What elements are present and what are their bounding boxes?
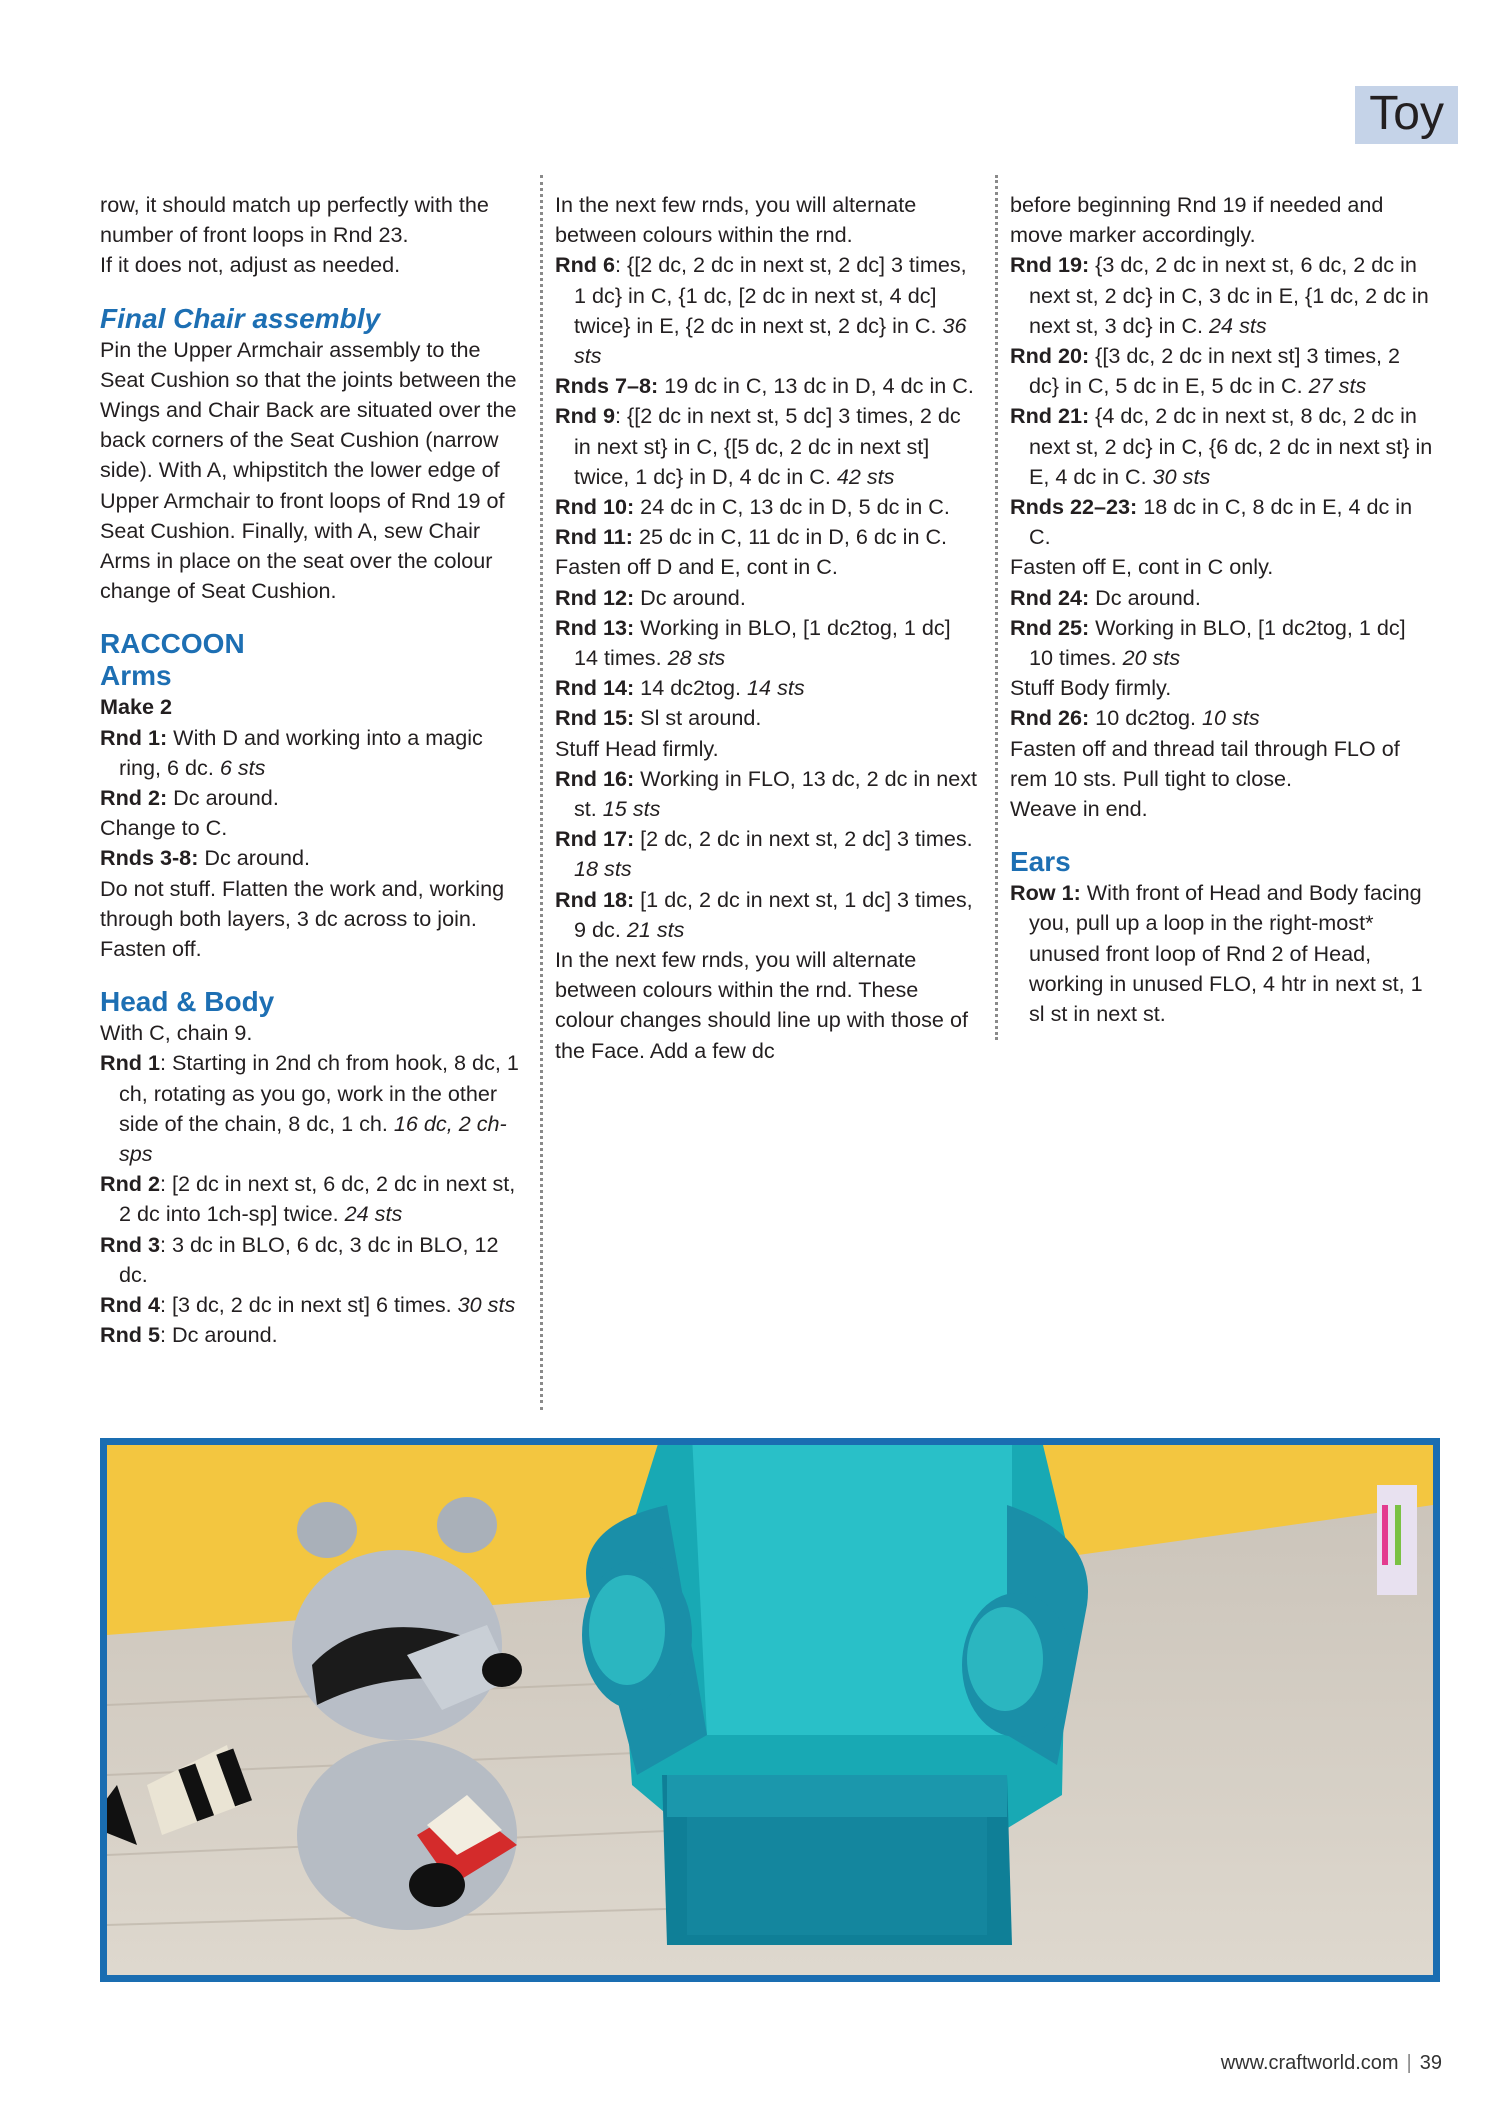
pattern-row: Rnd 25: Working in BLO, [1 dc2tog, 1 dc] 10 times. 20 sts [1010,614,1406,671]
pattern-row: Rnd 13: Working in BLO, [1 dc2tog, 1 dc] 14 times. 28 sts [555,614,951,671]
pattern-row: Rnd 3: 3 dc in BLO, 6 dc, 3 dc in BLO, 12 dc. [100,1231,499,1287]
pattern-row: Rnd 6: {[2 dc, 2 dc in next st, 2 dc] 3 times, 1 dc} in C, {1 dc, [2 dc in next st, 4 dc] twice} in E, {2 dc in next st, 2 dc} in C. 36 sts [555,252,967,369]
column-2 [555,190,980,1066]
pattern-row: Rnd 15: Sl st around. [555,705,762,731]
column-divider [995,175,998,1040]
raccoon-heading: RACCOON [100,628,245,660]
page-footer: www.craftworld.com | 39 [1220,2052,1442,2074]
instruction-text: Fasten off and thread tail through FLO of rem 10 sts. Pull tight to close. [1010,735,1400,791]
pattern-row: Rnd 10: 24 dc in C, 13 dc in D, 5 dc in C. [555,494,950,520]
pattern-row: Rnd 19: {3 dc, 2 dc in next st, 6 dc, 2 dc in next st, 2 dc} in C, 3 dc in E, {1 dc, 2 dc in next st, 3 dc} in C. 24 sts [1010,252,1429,338]
pattern-row: Rnd 5: Dc around. [100,1322,278,1348]
pattern-row: Rnd 12: Dc around. [555,584,746,610]
pattern-row: Rnd 17: [2 dc, 2 dc in next st, 2 dc] 3 times. 18 sts [555,826,973,882]
pattern-row: Rnd 26: 10 dc2tog. 10 sts [1010,705,1260,731]
pattern-row: Rnd 20: {[3 dc, 2 dc in next st] 3 times, 2 dc} in C, 5 dc in E, 5 dc in C. 27 sts [1010,343,1401,399]
column-1 [100,190,525,1351]
column-3 [1010,190,1435,1029]
pattern-row: Rnd 21: {4 dc, 2 dc in next st, 8 dc, 2 dc in next st, 2 dc} in C, {6 dc, 2 dc in next st} in E, 4 dc in C. 30 sts [1010,403,1433,489]
instruction-text: Fasten off E, cont in C only. [1010,554,1274,580]
page-number: 39 [1419,2052,1442,2074]
pattern-row: Rnd 18: [1 dc, 2 dc in next st, 1 dc] 3 times, 9 dc. 21 sts [555,886,973,942]
ears-heading: Ears [1010,846,1071,878]
pattern-row: Rnd 4: [3 dc, 2 dc in next st] 6 times. 30 sts [100,1292,516,1318]
instruction-text: Do not stuff. Flatten the work and, working through both layers, 3 dc across to join. [100,875,505,931]
pattern-row: Rnd 11: 25 dc in C, 11 dc in D, 6 dc in C. [555,524,948,550]
pattern-row: Rnd 1: With D and working into a magic ring, 6 dc. 6 sts [100,724,483,780]
pattern-row: Rnd 2: Dc around. [100,785,279,811]
pattern-row: Row 1: With front of Head and Body facing you, pull up a loop in the right-most* unused front loop of Rnd 2 of Head, working in unused FLO, 4 htr in next st, 1 sl st in next st. [1010,880,1423,1027]
instruction-text: In the next few rnds, you will alternate between colours within the rnd. These colour changes should line up with those of the Face. Add a few dc [555,947,968,1063]
final-assembly-heading: Final Chair assembly [100,302,381,334]
instruction-text: Fasten off. [100,936,202,962]
pattern-row: Rnd 14: 14 dc2tog. 14 sts [555,675,805,701]
photo-illustration [107,1445,1433,1975]
instruction-text: Weave in end. [1010,796,1148,822]
make-count: Make 2 [100,694,173,720]
pattern-row: Rnd 24: Dc around. [1010,584,1201,610]
pattern-row: Rnd 2: [2 dc in next st, 6 dc, 2 dc in next st, 2 dc into 1ch-sp] twice. 24 sts [100,1171,516,1227]
instruction-text: In the next few rnds, you will alternate between colours within the rnd. [555,192,917,248]
project-photo [100,1438,1440,1982]
instruction-text: Change to C. [100,815,228,841]
instruction-text: Stuff Body firmly. [1010,675,1172,701]
instruction-text: Fasten off D and E, cont in C. [555,554,838,580]
website-url: www.craftworld.com [1220,2052,1399,2074]
head-body-heading: Head & Body [100,986,275,1018]
pattern-row: Rnd 9: {[2 dc in next st, 5 dc] 3 times, 2 dc in next st} in C, {[5 dc, 2 dc in next st] twice, 1 dc} in D, 4 dc in C. 42 sts [555,403,961,489]
pattern-row: Rnds 7–8: 19 dc in C, 13 dc in D, 4 dc in C. [555,373,974,399]
final-assembly-text: Pin the Upper Armchair assembly to the Seat Cushion so that the joints between the Wings and Chair Back are situated over the back corners of the Seat Cushion (narrow side). With A, whipstitch the lower edge of Upper Armchair to front loops of Rnd 19 of Seat Cushion. Finally, with A, sew Chair Arms in place on the seat over the colour change of Seat Cushion. [100,336,517,604]
instruction-text: Stuff Head firmly. [555,735,719,761]
column-divider [540,175,543,1410]
pattern-row: Rnd 1: Starting in 2nd ch from hook, 8 dc, 1 ch, rotating as you go, work in the other side of the chain, 8 dc, 1 ch. 16 dc, 2 ch-sps [100,1050,519,1167]
instruction-text: With C, chain 9. [100,1020,253,1046]
instruction-text: before beginning Rnd 19 if needed and move marker accordingly. [1010,192,1384,248]
pattern-row: Rnd 16: Working in FLO, 13 dc, 2 dc in next st. 15 sts [555,765,978,822]
intro-text: If it does not, adjust as needed. [100,252,401,278]
pattern-row: Rnds 22–23: 18 dc in C, 8 dc in E, 4 dc in C. [1010,494,1413,550]
pattern-row: Rnds 3-8: Dc around. [100,845,311,871]
section-tag: Toy [1355,86,1458,144]
arms-heading: Arms [100,660,172,692]
intro-text: row, it should match up perfectly with the number of front loops in Rnd 23. [100,192,489,248]
